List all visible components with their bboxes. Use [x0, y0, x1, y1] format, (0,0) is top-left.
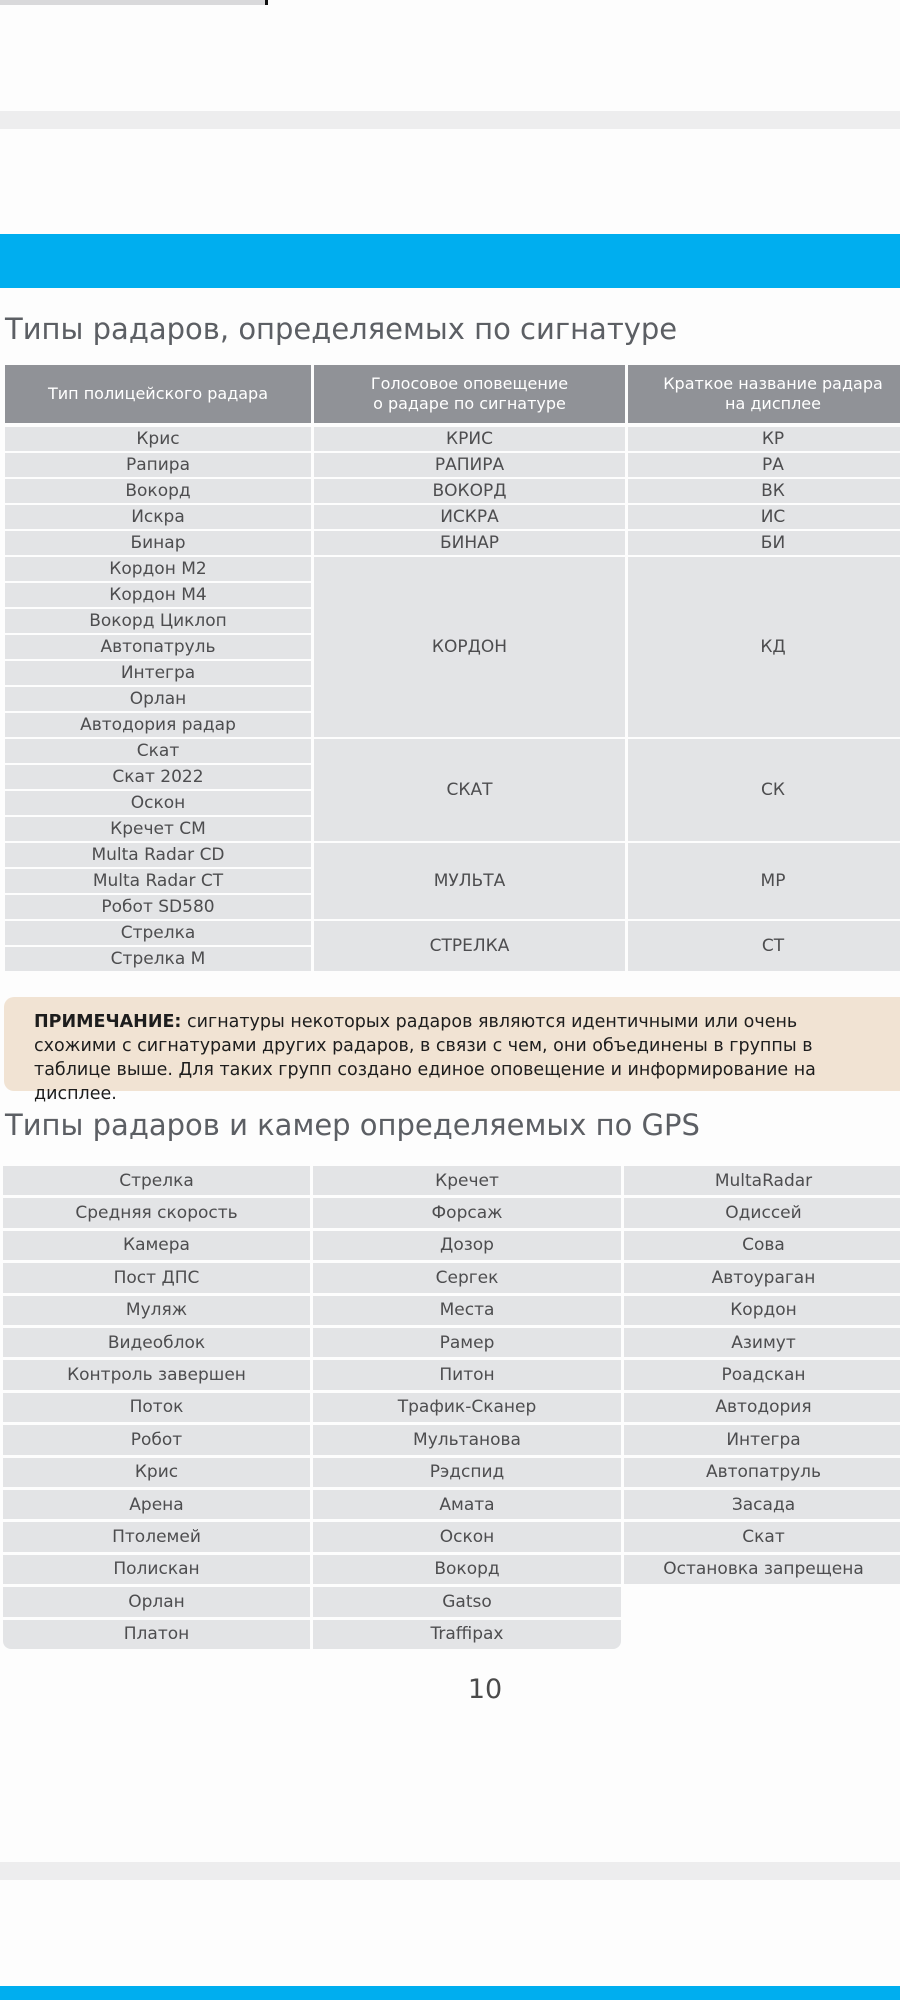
short-name-cell: БИ	[628, 531, 900, 555]
signature-header-0: Тип полицейского радара	[5, 365, 311, 423]
radar-type-cell: Вокорд Циклоп	[5, 609, 311, 633]
radar-type-cell: Автодория радар	[5, 713, 311, 737]
gps-cell: Дозор	[313, 1231, 621, 1260]
radar-type-cell: Скат 2022	[5, 765, 311, 789]
gps-cell: Муляж	[3, 1296, 310, 1325]
radar-type-cell: Робот SD580	[5, 895, 311, 919]
gps-cell: Остановка запрещена	[624, 1555, 900, 1584]
voice-alert-cell: МУЛЬТА	[314, 843, 625, 919]
radar-type-cell: Стрелка	[5, 921, 311, 945]
gps-cell: Вокорд	[313, 1555, 621, 1584]
gps-cell: Одиссей	[624, 1198, 900, 1227]
gps-cell: Кордон	[624, 1296, 900, 1325]
radar-type-cell: Вокорд	[5, 479, 311, 503]
gps-cell: Средняя скорость	[3, 1198, 310, 1227]
short-name-cell: МР	[628, 843, 900, 919]
page-divider-bottom	[0, 1862, 900, 1880]
signature-header-1: Голосовое оповещение о радаре по сигнатуре	[314, 365, 625, 423]
gps-cell: Мультанова	[313, 1425, 621, 1454]
radar-type-cell: Multa Radar CT	[5, 869, 311, 893]
radar-type-cell: Автопатруль	[5, 635, 311, 659]
gps-cell: Форсаж	[313, 1198, 621, 1227]
gps-cell: Скат	[624, 1522, 900, 1551]
gps-cell: Орлан	[3, 1587, 310, 1616]
short-name-cell: ВК	[628, 479, 900, 503]
radar-type-cell: Оскон	[5, 791, 311, 815]
gps-cell: Интегра	[624, 1425, 900, 1454]
gps-cell: Засада	[624, 1490, 900, 1519]
gps-cell: Автоураган	[624, 1263, 900, 1292]
voice-alert-cell: ВОКОРД	[314, 479, 625, 503]
voice-alert-cell: ИСКРА	[314, 505, 625, 529]
signature-header-2: Краткое название радара на дисплее	[628, 365, 900, 423]
radar-type-cell: Кордон М4	[5, 583, 311, 607]
gps-cell: Видеоблок	[3, 1328, 310, 1357]
radar-type-cell: Интегра	[5, 661, 311, 685]
gps-cell: Крис	[3, 1458, 310, 1487]
gps-cell: Амата	[313, 1490, 621, 1519]
gps-cell: Рамер	[313, 1328, 621, 1357]
gps-cell: Питон	[313, 1360, 621, 1389]
gps-cell: Поток	[3, 1393, 310, 1422]
short-name-cell: КД	[628, 557, 900, 737]
gps-cell: Роадскан	[624, 1360, 900, 1389]
gps-cell: Автодория	[624, 1393, 900, 1422]
section-title-signature: Типы радаров, определяемых по сигнатуре	[5, 312, 678, 346]
top-mark	[265, 0, 268, 5]
gps-cell: Трафик-Сканер	[313, 1393, 621, 1422]
voice-alert-cell: РАПИРА	[314, 453, 625, 477]
gps-cell: Пост ДПС	[3, 1263, 310, 1292]
gps-cell: Птолемей	[3, 1522, 310, 1551]
radar-type-cell: Орлан	[5, 687, 311, 711]
gps-cell: Кречет	[313, 1166, 621, 1195]
short-name-cell: ИС	[628, 505, 900, 529]
voice-alert-cell: СКАТ	[314, 739, 625, 841]
gps-cell: Полискан	[3, 1555, 310, 1584]
top-bar	[0, 0, 265, 5]
short-name-cell: СТ	[628, 921, 900, 971]
gps-cell: Азимут	[624, 1328, 900, 1357]
voice-alert-cell: КОРДОН	[314, 557, 625, 737]
radar-type-cell: Рапира	[5, 453, 311, 477]
radar-type-cell: Стрелка М	[5, 947, 311, 971]
gps-cell: Сергек	[313, 1263, 621, 1292]
voice-alert-cell: СТРЕЛКА	[314, 921, 625, 971]
radar-type-cell: Multa Radar CD	[5, 843, 311, 867]
radar-type-cell: Скат	[5, 739, 311, 763]
gps-cell: Traffipax	[313, 1620, 621, 1649]
page-divider-top	[0, 111, 900, 129]
gps-cell: Gatso	[313, 1587, 621, 1616]
gps-cell: Стрелка	[3, 1166, 310, 1195]
gps-cell: Камера	[3, 1231, 310, 1260]
blue-header-band	[0, 234, 900, 288]
gps-cell: MultaRadar	[624, 1166, 900, 1195]
note-box	[4, 997, 900, 1104]
radar-type-cell: Бинар	[5, 531, 311, 555]
short-name-cell: КР	[628, 427, 900, 451]
radar-type-cell: Искра	[5, 505, 311, 529]
short-name-cell: РА	[628, 453, 900, 477]
page-number: 10	[467, 1674, 503, 1705]
gps-cell: Контроль завершен	[3, 1360, 310, 1389]
radar-type-cell: Кречет СМ	[5, 817, 311, 841]
gps-cell: Автопатруль	[624, 1458, 900, 1487]
gps-cell: Сова	[624, 1231, 900, 1260]
note-label: ПРИМЕЧАНИЕ:	[34, 1012, 182, 1032]
gps-cell: Рэдспид	[313, 1458, 621, 1487]
gps-cell: Робот	[3, 1425, 310, 1454]
gps-cell: Оскон	[313, 1522, 621, 1551]
voice-alert-cell: БИНАР	[314, 531, 625, 555]
gps-cell: Платон	[3, 1620, 310, 1649]
blue-footer-band	[0, 1986, 900, 2000]
radar-type-cell: Кордон М2	[5, 557, 311, 581]
short-name-cell: СК	[628, 739, 900, 841]
voice-alert-cell: КРИС	[314, 427, 625, 451]
gps-cell: Арена	[3, 1490, 310, 1519]
gps-cell: Места	[313, 1296, 621, 1325]
note-text: сигнатуры некоторых радаров являются идентичными или очень схожими с сигнатурами других радаров, в связи с чем, они объединены в группы в таблице выше. Для таких групп создано единое оповещение и информирование на дисплее.	[34, 1012, 816, 1104]
section-title-gps: Типы радаров и камер определяемых по GPS	[5, 1108, 700, 1142]
radar-type-cell: Крис	[5, 427, 311, 451]
